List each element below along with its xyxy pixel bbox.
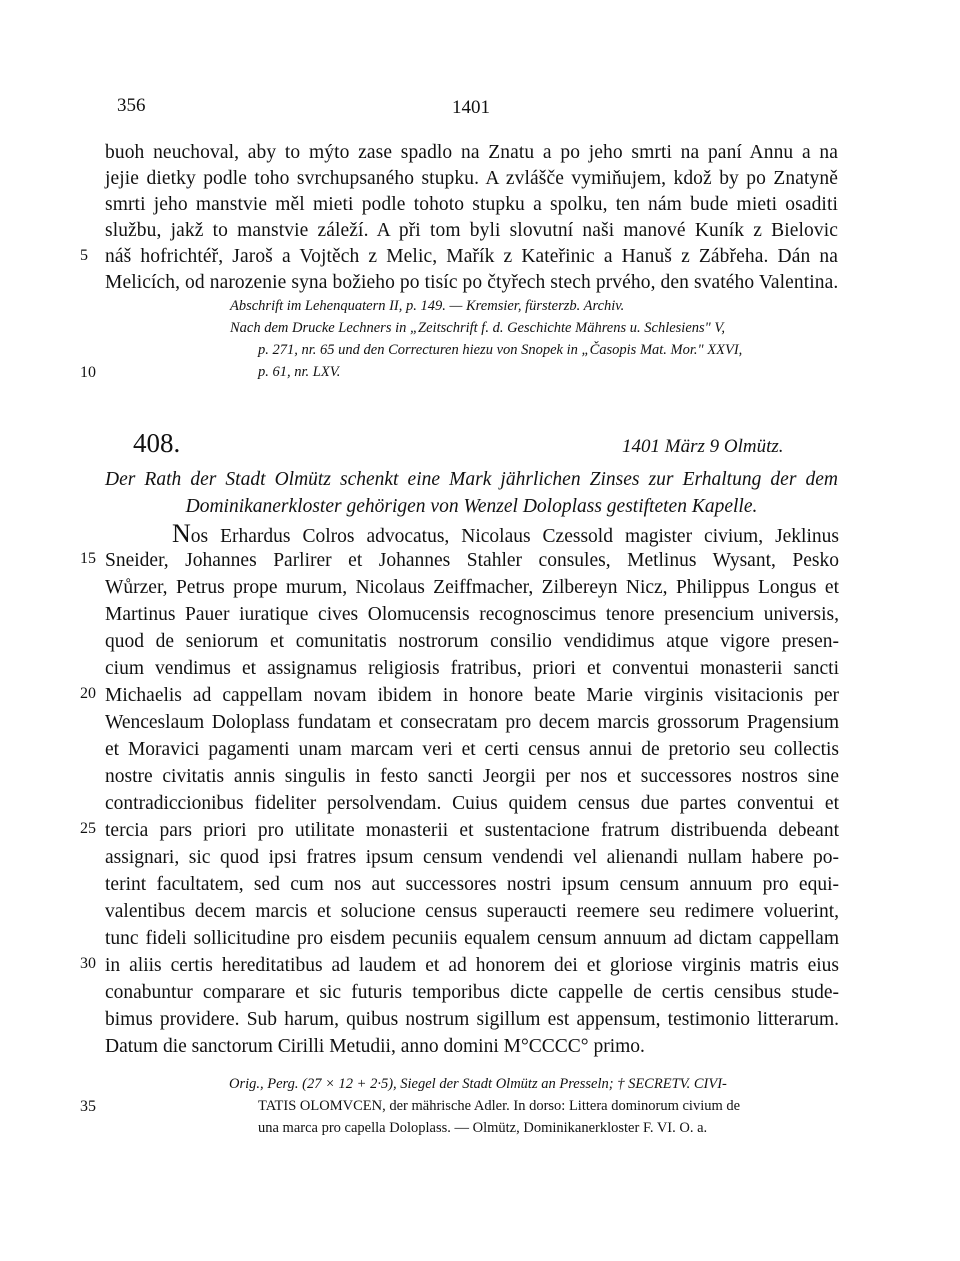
footnote-line: Orig., Perg. (27 × 12 + 2·5), Siegel der Stadt Olmütz an Presseln; † SECRETV. CIVI- — [229, 1076, 727, 1092]
footnote-line: una marca pro capella Doloplass. — Olmütz, Dominikanerkloster F. VI. O. a. — [258, 1120, 708, 1136]
charter-line: tunc fideli sollicitudine pro eisdem pecuniis equalem censum annuum ad dictam cappellam — [105, 928, 839, 949]
charter-line: Michaelis ad cappellam novam ibidem in honore beate Marie virginis visitacionis per — [105, 685, 839, 706]
charter-line: cium vendimus et assignamus religiosis fratribus, priori et conventui monasterii sancti — [105, 658, 839, 679]
charter-line: nostre civitatis annis singulis in festo sancti Jeorgii per nos et successores nostros sine — [105, 766, 839, 787]
czech-line: Melicích, od narozenie syna božieho po tisíc po čtyřech stech prvého, den svatého Valentina. — [105, 272, 839, 293]
page-number: 356 — [117, 95, 146, 116]
margin-line-number: 25 — [80, 820, 96, 837]
czech-line: náš hofrichtéř, Jaroš a Vojtěch z Melic, Mařík z Kateřinic a Hanuš z Zábřeha. Dán na — [105, 246, 838, 267]
czech-line: jejie dietky podle toho svrchupsaného stupku. A zvlášče vymiňujem, kdož by po Znatyně — [105, 168, 838, 189]
running-year: 1401 — [452, 97, 490, 118]
charter-line: tercia pars priori pro utilitate monasterii et sustentacione fratrum distribuenda debeant — [105, 820, 839, 841]
charter-line: in aliis certis hereditatibus ad laudem et ad honorem dei et gloriose virginis matris eius — [105, 955, 839, 976]
margin-line-number: 15 — [80, 550, 96, 567]
footnote-line: TATIS OLOMVCEN, der mährische Adler. In dorso: Littera dominorum civium de — [258, 1098, 741, 1114]
czech-line: smrti jeho manstvie měl mieti podle tohoto stupku a spolku, ten nám bude mieti osaditi — [105, 194, 838, 215]
charter-first-line-text: os Erhardus Colros advocatus, Nicolaus Czessold magister civium, Jeklinus — [190, 526, 839, 547]
charter-line: Wůrzer, Petrus prope murum, Nicolaus Zeiffmacher, Zilbereyn Nicz, Philippus Longus et — [105, 577, 839, 598]
charter-line: Datum die sanctorum Cirilli Metudii, anno domini M°CCCC° primo. — [105, 1036, 645, 1057]
charter-line: contradiccionibus fideliter persolvendam. Cuius quidem census due partes conventui et — [105, 793, 839, 814]
initial-letter: N — [172, 519, 191, 548]
source-note: Nach dem Drucke Lechners in „Zeitschrift f. d. Geschichte Mährens u. Schlesiens" V, — [230, 320, 725, 336]
charter-line: bimus providere. Sub harum, quibus nostrum sigillum est appensum, testimonio litterarum. — [105, 1009, 839, 1030]
margin-line-number: 5 — [80, 247, 88, 264]
charter-line: terint facultatem, sed cum nos aut successores nostri ipsum censum annuum pro equi- — [105, 874, 839, 895]
charter-line: et Moravici pagamenti unam marcam veri et certi census annui de pretorio seu collectis — [105, 739, 839, 760]
charter-line: assignari, sic quod ipsi fratres ipsum censum vendendi vel alienandi nullam habere po- — [105, 847, 839, 868]
czech-line: buoh neuchoval, aby to mýto zase spadlo na Znatu a po jeho smrti na paní Annu a na — [105, 142, 838, 163]
charter-line: conabuntur comparare et sic futuris temporibus dicte cappelle de certis censibus stude- — [105, 982, 839, 1003]
source-note: p. 61, nr. LXV. — [258, 364, 341, 380]
margin-line-number: 30 — [80, 955, 96, 972]
source-note: Abschrift im Lehenquatern II, p. 149. — Kremsier, fürsterzb. Archiv. — [230, 298, 625, 314]
czech-line: službu, jakž to manstvie záleží. A při tom byli slovutní naši manové Kuník z Bielovic — [105, 220, 838, 241]
source-note: p. 271, nr. 65 und den Correcturen hiezu von Snopek in „Časopis Mat. Mor." XXVI, — [258, 342, 743, 358]
regest-line: Der Rath der Stadt Olmütz schenkt eine Mark jährlichen Zinses zur Erhaltung der dem — [105, 469, 838, 490]
document-date: 1401 März 9 Olmütz. — [622, 436, 784, 457]
charter-line: valentibus decem marcis et solucione census superaucti reemere seu redimere voluerint, — [105, 901, 839, 922]
regest-line: Dominikanerkloster gehörigen von Wenzel Doloplass gestifteten Kapelle. — [185, 496, 758, 517]
charter-line: quod de seniorum et comunitatis nostrorum consilio vendidimus atque vigore presen- — [105, 631, 839, 652]
charter-line: Sneider, Johannes Parlirer et Johannes Stahler consules, Metlinus Wysant, Pesko — [105, 550, 839, 571]
charter-line: Martinus Pauer iuratique cives Olomucensis recognoscimus tenore presencium universis, — [105, 604, 839, 625]
charter-line: Wenceslaum Doloplass fundatam et consecratam pro decem marcis grossorum Pragensium — [105, 712, 839, 733]
margin-line-number: 35 — [80, 1098, 96, 1115]
margin-line-number: 10 — [80, 364, 96, 381]
charter-first-line — [172, 520, 839, 550]
margin-line-number: 20 — [80, 685, 96, 702]
document-number: 408. — [133, 428, 181, 458]
